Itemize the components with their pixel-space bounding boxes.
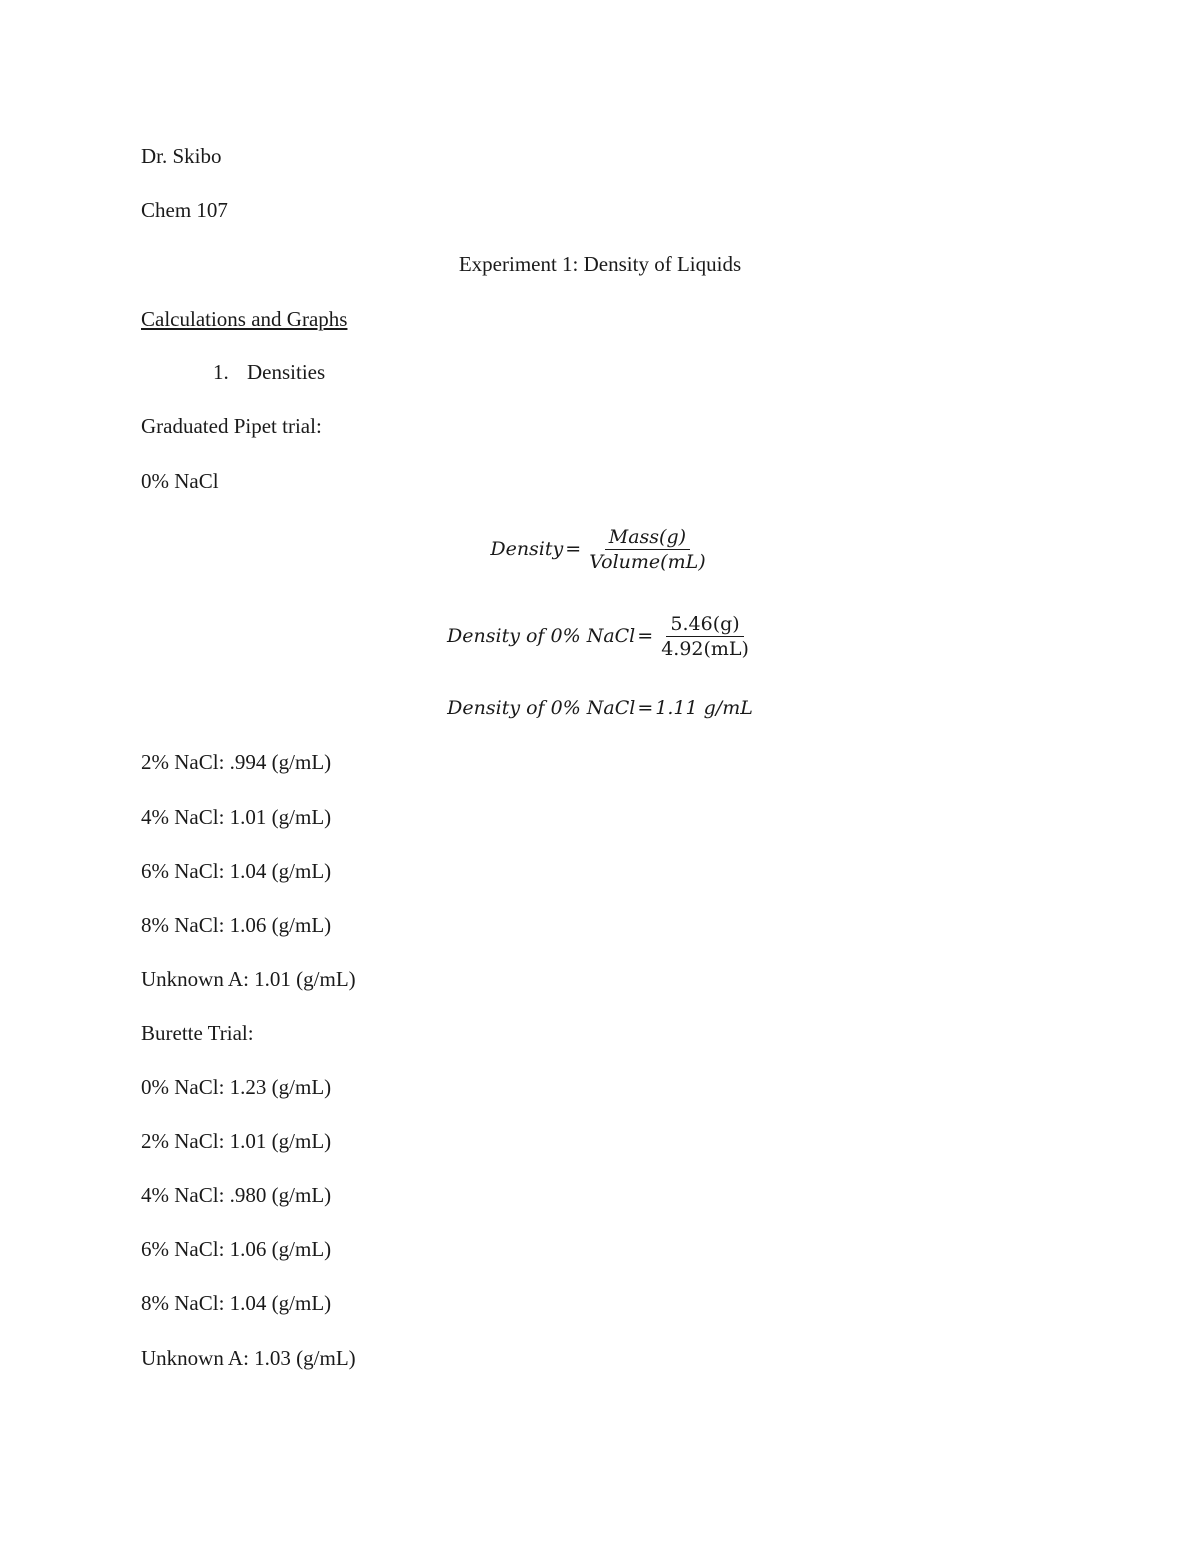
eq1-denominator: Volume(mL) [589, 550, 706, 573]
document-title: Experiment 1: Density of Liquids [458, 252, 742, 276]
burette-result-row: 6% NaCl: 1.06 (g/mL) [141, 1237, 332, 1261]
eq1-fraction [585, 526, 709, 573]
pipet-heading: Graduated Pipet trial: [141, 414, 322, 438]
eq2-equals: = [637, 625, 654, 647]
pipet-result-row: 2% NaCl: .994 (g/mL) [141, 750, 332, 774]
burette-result-row: 0% NaCl: 1.23 (g/mL) [141, 1075, 332, 1099]
eq2-numerator: 5.46(g) [666, 613, 743, 637]
density-substitution [0, 606, 1200, 666]
section-heading: Calculations and Graphs [141, 307, 348, 331]
eq3-equals: = [637, 697, 654, 719]
course-name: Chem 107 [141, 198, 228, 222]
eq3-rhs: 1.11 g/mL [655, 697, 753, 719]
burette-result-row: 8% NaCl: 1.04 (g/mL) [141, 1291, 332, 1315]
instructor-name: Dr. Skibo [141, 144, 222, 168]
eq3-lhs: Density of 0% NaCl [447, 697, 636, 719]
burette-result-row: Unknown A: 1.03 (g/mL) [141, 1346, 356, 1370]
pipet-sample: 0% NaCl [141, 469, 219, 493]
pipet-result-row: Unknown A: 1.01 (g/mL) [141, 967, 356, 991]
list-label: Densities [247, 360, 326, 384]
burette-result-row: 2% NaCl: 1.01 (g/mL) [141, 1129, 332, 1153]
eq2-fraction [657, 613, 753, 660]
pipet-result-row: 4% NaCl: 1.01 (g/mL) [141, 805, 332, 829]
eq2-denominator: 4.92(mL) [661, 637, 749, 660]
pipet-result-row: 6% NaCl: 1.04 (g/mL) [141, 859, 332, 883]
density-result [0, 693, 1200, 723]
burette-heading: Burette Trial: [141, 1021, 254, 1045]
eq2-lhs: Density of 0% NaCl [447, 625, 636, 647]
burette-result-row: 4% NaCl: .980 (g/mL) [141, 1183, 332, 1207]
density-formula [0, 519, 1200, 579]
eq1-equals: = [565, 538, 582, 560]
eq1-numerator: Mass(g) [605, 526, 690, 550]
pipet-result-row: 8% NaCl: 1.06 (g/mL) [141, 913, 332, 937]
list-number: 1. [213, 360, 229, 384]
eq1-lhs: Density [490, 538, 564, 560]
